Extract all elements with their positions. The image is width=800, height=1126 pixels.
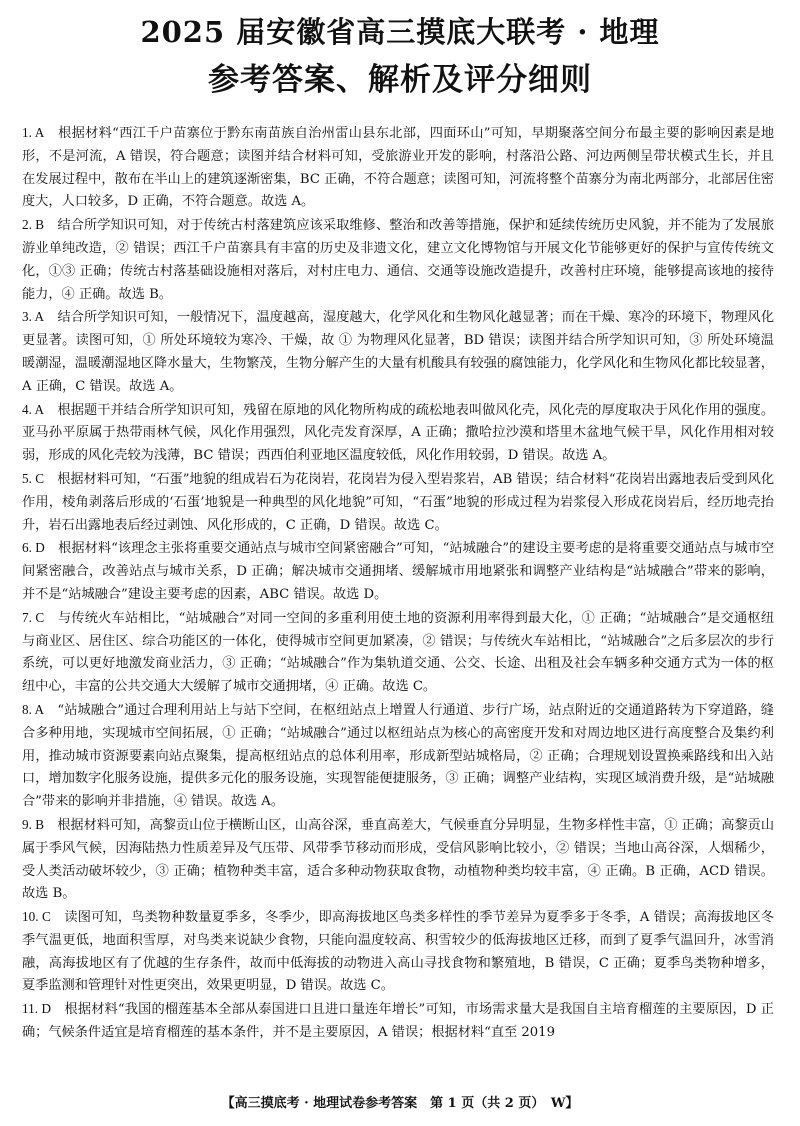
answer-label: 6. D	[22, 540, 45, 556]
answer-explanation: 根据材料可知，“石蛋”地貌的组成岩石为花岗岩，花岗岩为侵入型岩浆岩，AB 错误；结合材料“花岗岩出露地表后受到风化作用，棱角剥落后形成的‘石蛋’地貌是一种典型的风化地貌”可知，“石蛋”地貌的形成过程为岩浆侵入形成花岗岩后，经历地壳抬升，岩石出露地表后经过剥蚀、风化形成的，C 正确，D 错误。故选 C。	[22, 471, 775, 533]
answer-explanation: “站城融合”通过合理利用站上与站下空间，在枢纽站点上增置人行通道、步行广场，站点附近的交通道路转为下穿道路，缝合多种用地，实现城市空间拓展，① 正确；“站城融合”通过以枢纽站点为核心的高密度开发和对周边地区进行高度整合及集约利用，推动城市资源要素向站点聚集，提高枢纽站点的总体利用率，形成新型站城格局，② 正确；合理规划设置换乘路线和出入站口，增加数字化服务设施，提供多元化的服务设施，实现智能便捷服务，③ 正确；调整产业结构，实现区域消费升级，是“站城融合”带来的影响并非措施，④ 错误。故选 A。	[22, 702, 774, 810]
answer-item	[22, 607, 774, 699]
answer-explanation: 根据题干并结合所学知识可知，残留在原地的风化物所构成的疏松地表叫做风化壳，风化壳的厚度取决于风化作用的强度。亚马孙平原属于热带雨林气候，风化作用强烈，风化壳发育深厚，A 正确；撒哈拉沙漠和塔里木盆地气候干旱，风化作用相对较弱，形成的风化壳较为浅薄，BC 错误；西西伯利亚地区温度较低，风化作用较弱，D 错误。故选 A。	[22, 402, 775, 464]
answer-item	[22, 468, 774, 537]
answer-explanation: 结合所学知识可知，一般情况下，温度越高，湿度越大，化学风化和生物风化越显著；而在干燥、寒冷的环境下，物理风化更显著。读图可知，① 所处环境较为寒冷、干燥，故 ① 为物理风化显著，BD 错误；读图并结合所学知识可知，③ 所处环境温暖潮湿，温暖潮湿地区降水量大，生物繁茂，生物分解产生的大量有机酸具有较强的腐蚀能力，化学风化和生物风化都比较显著，A 正确，C 错误。故选 A。	[22, 310, 775, 394]
answer-label: 9. B	[22, 816, 44, 832]
answer-explanation: 根据材料“该理念主张将重要交通站点与城市空间紧密融合”可知，“站城融合”的建设主要考虑的是将重要交通站点与城市空间紧密融合，改善站点与城市关系，D 正确；解决城市交通拥堵、缓解城市用地紧张和调整产业结构是“站城融合”带来的影响，并不是“站城融合”建设主要考虑的因素，ABC 错误。故选 D。	[22, 541, 775, 602]
answer-explanation: 根据材料“西江千户苗寨位于黔东南苗族自治州雷山县东北部，四面环山”可知，早期聚落空间分布最主要的影响因素是地形，不是河流，A 错误，符合题意；读图并结合材料可知，受旅游业开发的影响，村落沿公路、河边两侧呈带状模式生长，并且在发展过程中，散布在半山上的建筑逐渐密集，BC 正确，不符合题意；读图可知，河流将整个苗寨分为南北两部分，北部居住密度大，人口较多，D 正确，不符合题意。故选 A。	[22, 126, 775, 210]
answer-explanation: 读图可知，鸟类物种数量夏季多，冬季少，即高海拔地区鸟类多样性的季节差异为夏季多于冬季，A 错误；高海拔地区冬季气温更低，地面积雪厚，对鸟类来说缺少食物，只能向温度较高、积雪较少的低海拔地区迁移，而到了夏季气温回升，冰雪消融，高海拔地区有了优越的生存条件，故而中低海拔的动物进入高山寻找食物和繁殖地，B 错误，C 正确；夏季鸟类物种增多，夏季监测和管理针对性更突出，效果更明显，D 错误。故选 C。	[22, 910, 775, 994]
answer-item	[22, 998, 774, 1045]
answer-label: 1. A	[22, 125, 45, 140]
answer-list	[22, 122, 774, 1045]
answer-item	[22, 122, 774, 214]
answer-item	[22, 906, 774, 998]
answer-label: 5. C	[22, 470, 44, 486]
answer-item	[22, 214, 774, 306]
answer-explanation: 结合所学知识可知，对于传统古村落建筑应该采取维修、整治和改善等措施，保护和延续传统历史风貌，并不能为了发展旅游业单纯改造，② 错误；西江千户苗寨具有丰富的历史及非遗文化，建立文化博物馆与开展文化节能够更好的保护与宣传传统文化，①③ 正确；传统古村落基础设施相对落后，对村庄电力、通信、交通等设施改造提升，改善村庄环境，能够提高该地的接待能力，④ 正确。故选 B。	[22, 218, 775, 302]
answer-label: 11. D	[22, 1001, 51, 1017]
answer-item	[22, 814, 774, 906]
answer-item	[22, 306, 774, 398]
answer-label: 2. B	[22, 217, 45, 233]
answer-item	[22, 699, 774, 814]
answer-explanation: 根据材料可知，高黎贡山位于横断山区，山高谷深，垂直高差大，气候垂直分异明显，生物多样性丰富，① 正确；高黎贡山属于季风气候，因海陆热力性质差异及气压带、风带季节移动而形成，受信风影响比较小，② 错误；当地山高谷深，人烟稀少，受人类活动破坏较少，③ 正确；植物种类丰富，适合多种动物获取食物，动植物种类均较丰富，④ 正确。B 正确，ACD 错误。故选 B。	[22, 817, 775, 902]
answer-explanation: 根据材料“我国的榴莲基本全部从泰国进口且进口量连年增长”可知，市场需求量大是我国自主培育榴莲的主要原因，D 正确；气候条件适宜是培育榴莲的基本条件，并不是主要原因，A 错误；根据材料“直至 2019	[22, 1002, 774, 1041]
answer-item	[22, 399, 774, 468]
answer-item	[22, 537, 774, 606]
answer-label: 10. C	[22, 909, 51, 925]
page-subtitle: 参考答案、解析及评分细则	[208, 62, 592, 98]
answer-explanation: 与传统火车站相比，“站城融合”对同一空间的多重利用使土地的资源利用率得到最大化，① 正确；“站城融合”是交通枢纽与商业区、居住区、综合功能区的一体化，使得城市空间更加紧凑，② 错误；与传统火车站相比，“站城融合”之后多层次的步行系统，可以更好地激发商业活力，③ 正确；“站城融合”作为集轨道交通、公交、长途、出租及社会车辆多种交通方式为一体的枢纽中心，丰富的公共交通大大缓解了城市交通拥堵，④ 正确。故选 C。	[22, 610, 775, 695]
answer-label: 4. A	[22, 401, 45, 417]
answer-label: 8. A	[22, 701, 45, 717]
page-footer: 【高三摸底考 · 地理试卷参考答案 第 1 页（共 2 页） W】	[221, 1096, 579, 1111]
page-title: 2025 届安徽省高三摸底大联考 · 地理	[140, 15, 660, 49]
answer-label: 7. C	[22, 609, 45, 625]
answer-label: 3. A	[22, 309, 45, 325]
